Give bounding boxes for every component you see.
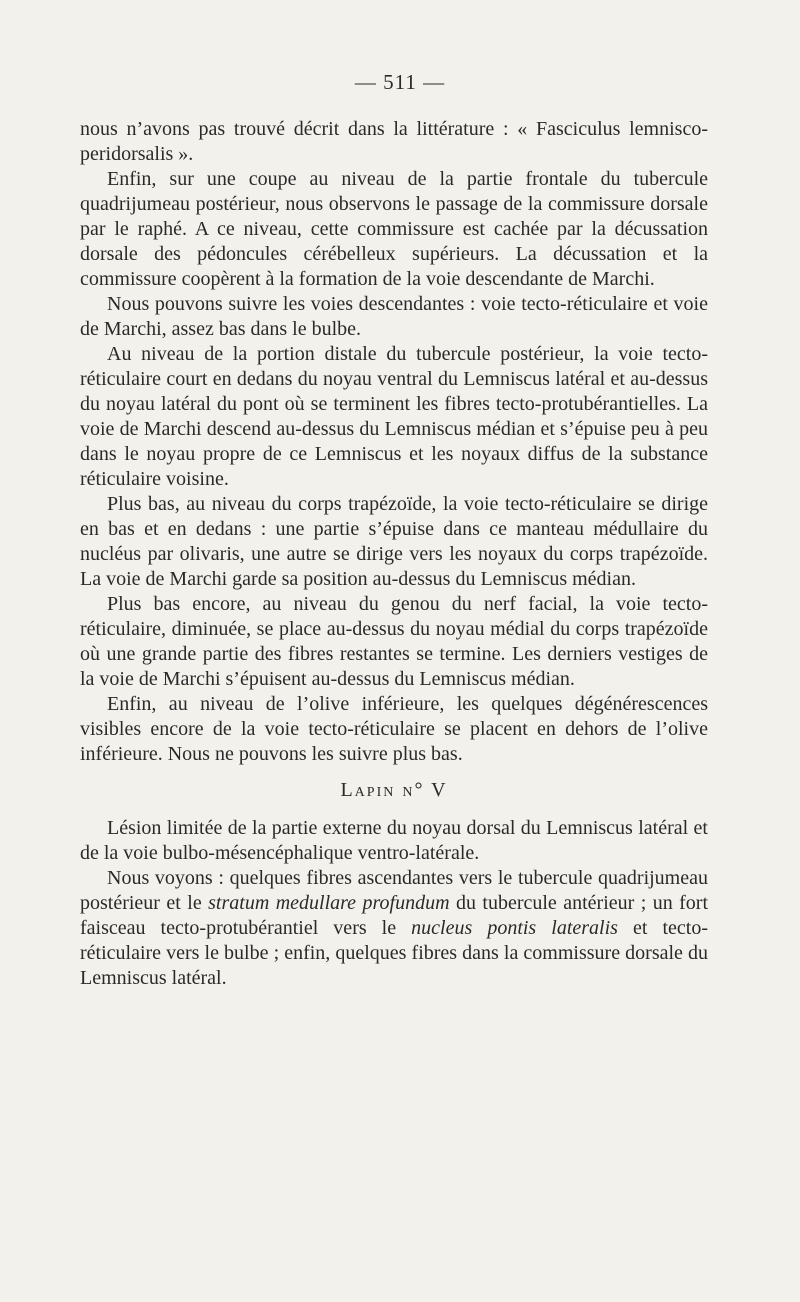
latin-term-stratum: stratum medullare profundum <box>208 892 450 914</box>
latin-term-nucleus: nucleus pontis lateralis <box>411 917 618 939</box>
paragraph-facial-nerve: Plus bas encore, au niveau du genou du nerf facial, la voie tecto-réticulaire, diminuée, se place au-dessus du noyau médial du corps trapézoïde où une grande partie des fibres restantes se termine. Les derniers vestiges de la voie de Marchi s’épuisent au-dessus du Lemniscus médian. <box>80 593 708 690</box>
observation-text-3: et tecto-réticulaire vers le bulbe ; enfin, quelques fibres dans la commissure dorsale du Lemniscus latéral. <box>80 917 708 989</box>
paragraph-observation <box>80 866 708 991</box>
paragraph-inferior-olive: Enfin, au niveau de l’olive inférieure, les quelques dégénérescences visibles encore de la voie tecto-réticulaire se placent en dehors de l’olive inférieure. Nous ne pouvons les suivre plus bas. <box>80 693 708 765</box>
paragraph-descending-paths: Nous pouvons suivre les voies descendantes : voie tecto-réticulaire et voie de Marchi, assez bas dans le bulbe. <box>80 293 708 340</box>
body-text <box>80 117 708 991</box>
paragraph-commissure: Enfin, sur une coupe au niveau de la partie frontale du tubercule quadrijumeau postérieur, nous observons le passage de la commissure dorsale par le raphé. A ce niveau, cette commissure est cachée par la décussation dorsale des pédoncules cérébelleux supérieurs. La décussation et la commissure coopèrent à la formation de la voie descendante de Marchi. <box>80 168 708 290</box>
page-number: — 511 — <box>354 70 446 94</box>
paragraph-continuation: nous n’avons pas trouvé décrit dans la littérature : « Fasciculus lemnisco-peridorsalis ». <box>80 118 708 165</box>
observation-text-2: du tubercule antérieur ; un fort faisceau tecto-protubérantiel vers le <box>80 892 709 939</box>
section-heading: Lapin n° V <box>340 779 448 801</box>
paragraph-lesion: Lésion limitée de la partie externe du noyau dorsal du Lemniscus latéral et de la voie bulbo-mésencéphalique ventro-latérale. <box>80 817 708 864</box>
paragraph-distal-portion: Au niveau de la portion distale du tubercule postérieur, la voie tecto-réticulaire court en dedans du noyau ventral du Lemniscus latéral et au-dessus du noyau latéral du pont où se terminent les fibres tecto-protubérantielles. La voie de Marchi descend au-dessus du Lemniscus médian et s’épuise peu à peu dans le noyau propre de ce Lemniscus et les noyaux diffus de la substance réticulaire voisine. <box>80 343 708 490</box>
paragraph-trapezoid-body: Plus bas, au niveau du corps trapézoïde, la voie tecto-réticulaire se dirige en bas et en dedans : une partie s’épuise dans ce manteau médullaire du nucléus par olivaris, une autre se dirige vers les noyaux du corps trapézoïde. La voie de Marchi garde sa position au-dessus du Lemniscus médian. <box>80 493 708 590</box>
observation-text-1: Nous voyons : quelques fibres ascendantes vers le tubercule quadrijumeau postérieur et le <box>80 867 708 914</box>
